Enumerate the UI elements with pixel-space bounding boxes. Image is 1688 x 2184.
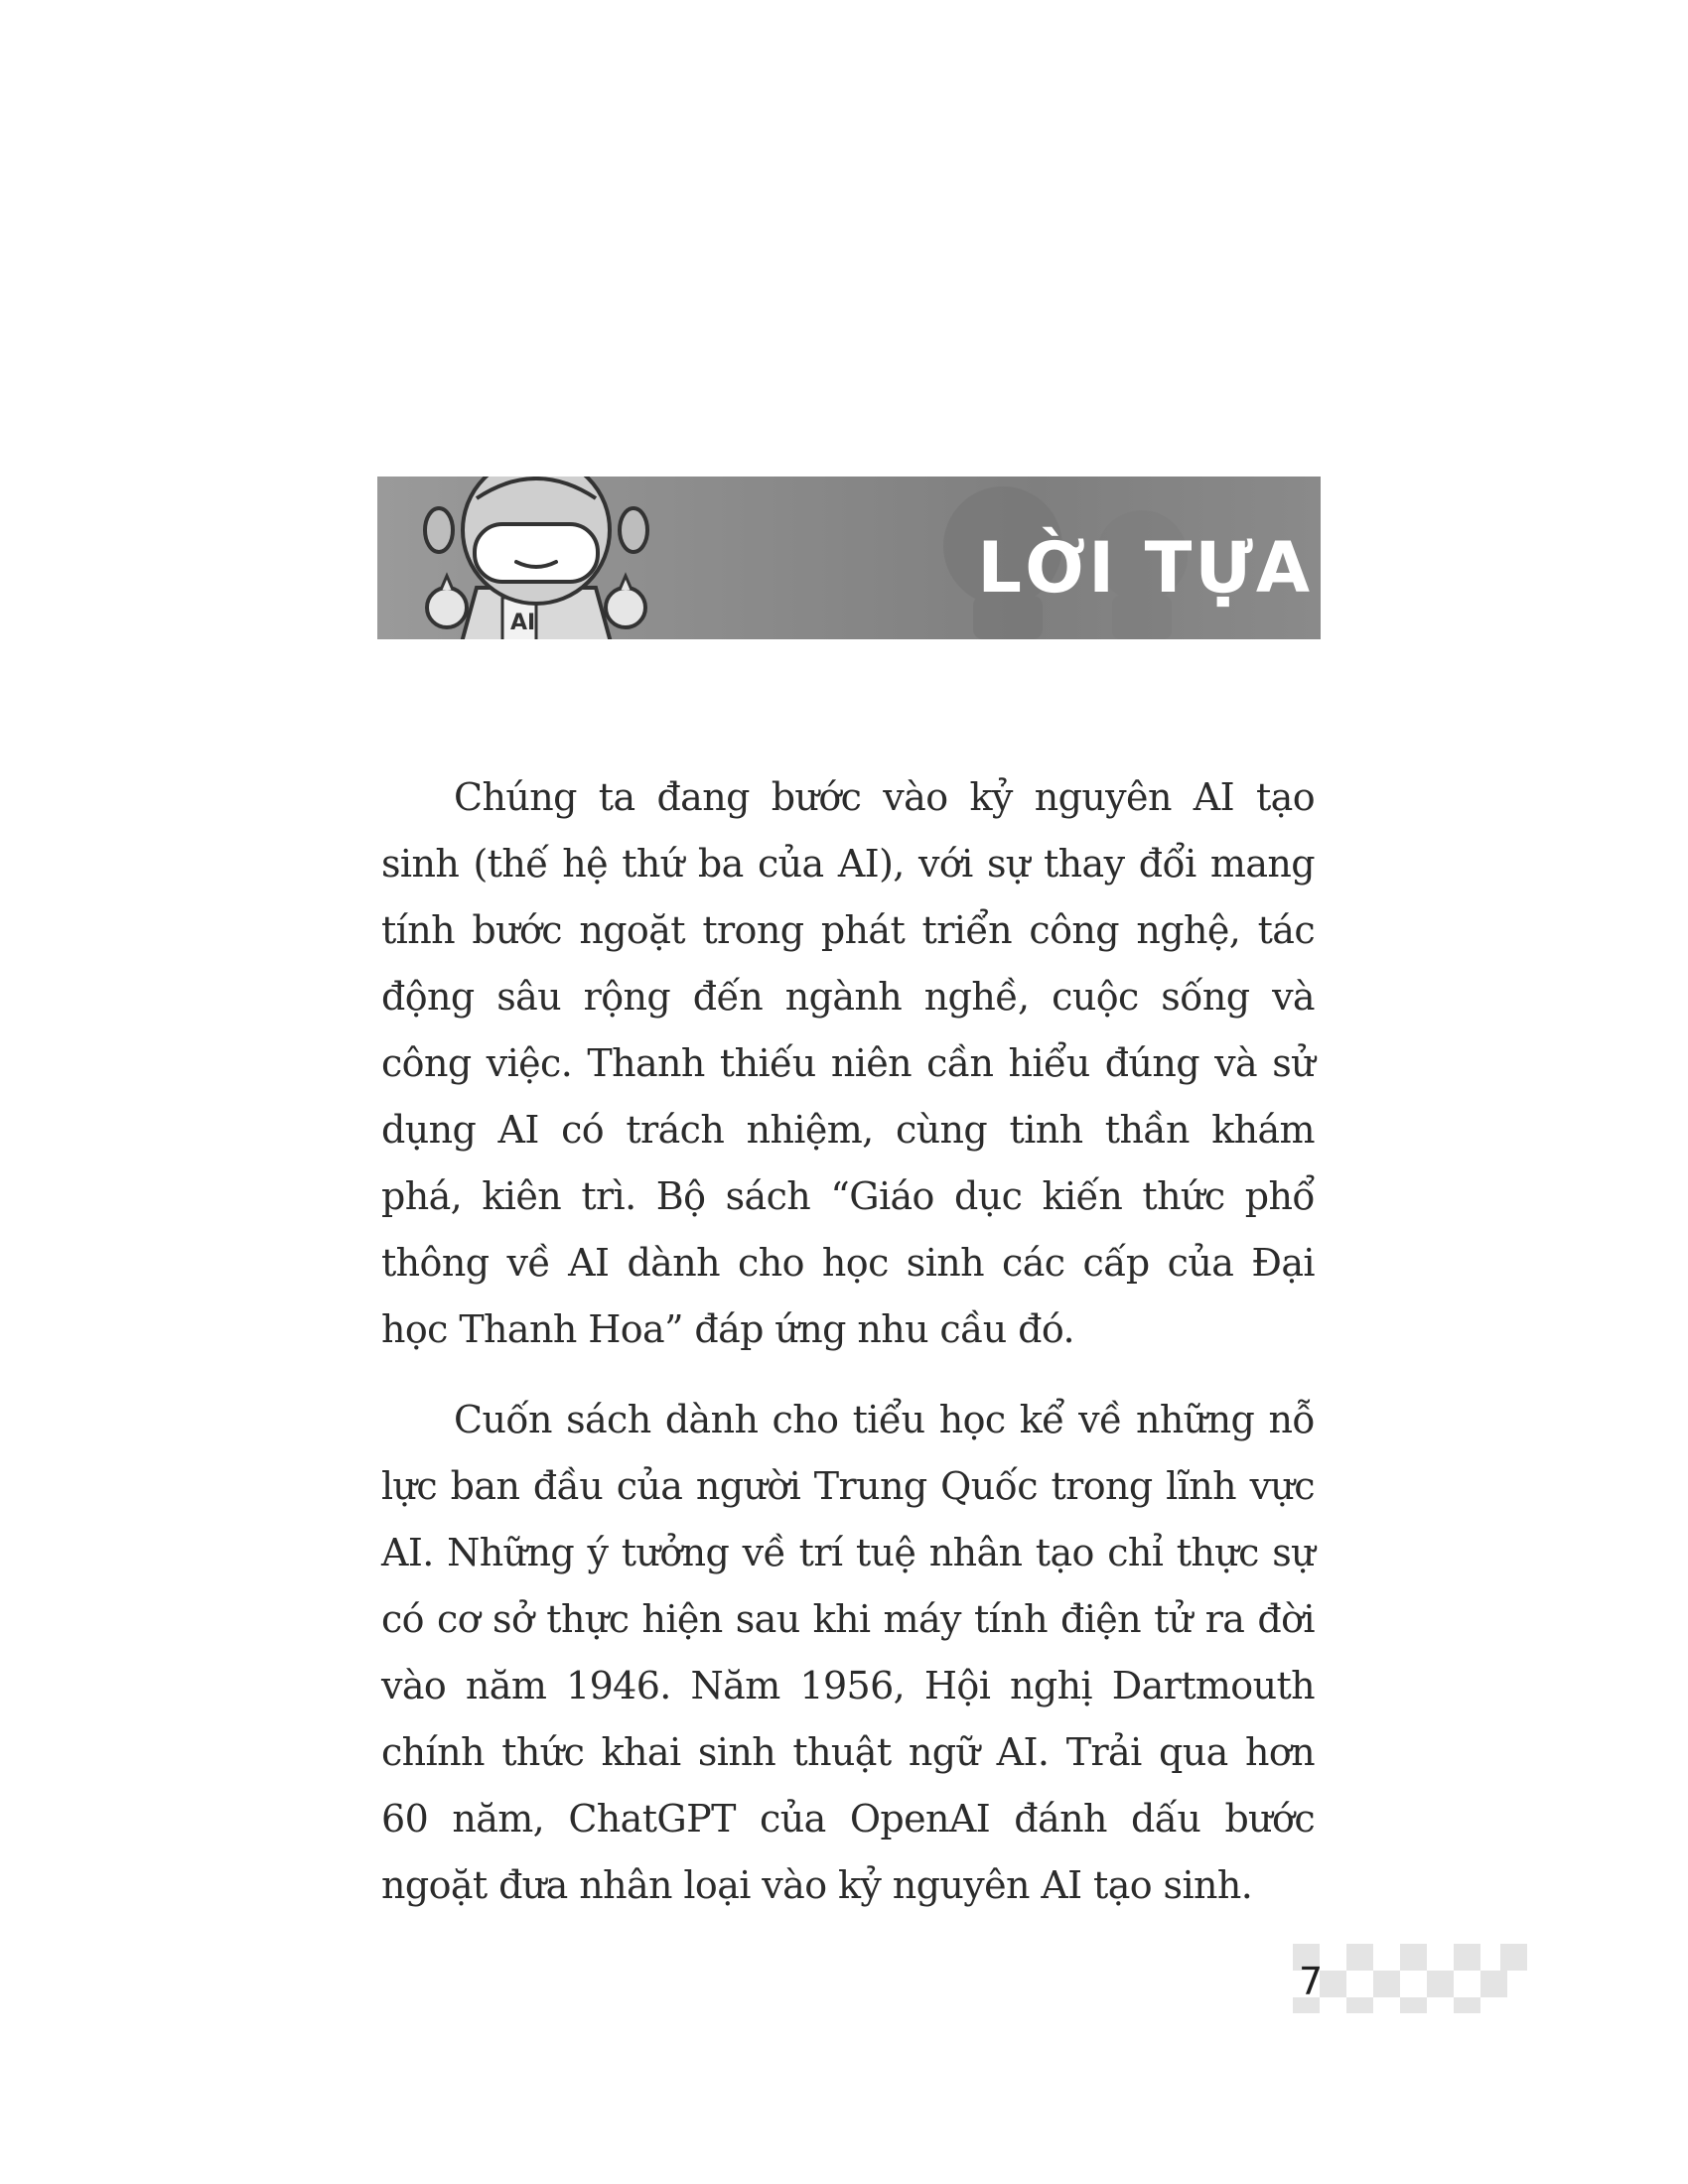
robot-mascot-icon — [407, 477, 665, 639]
paragraph-2: Cuốn sách dành cho tiểu học kể về những nỗ lực ban đầu của người Trung Quốc trong lĩnh vực AI. Những ý tưởng về trí tuệ nhân tạo chỉ thực sự có cơ sở thực hiện sau khi máy tính điện tử ra đời vào năm 1946. Năm 1956, Hội nghị Dartmouth chính thức khai sinh thuật ngữ AI. Trải qua hơn 60 năm, ChatGPT của OpenAI đánh dấu bước ngoặt đưa nhân loại vào kỷ nguyên AI tạo sinh. — [381, 1398, 1315, 1907]
section-banner — [377, 477, 1321, 639]
checkerboard-decoration — [1293, 1944, 1527, 2013]
page-number: 7 — [1299, 1960, 1324, 2003]
paragraph-1: Chúng ta đang bước vào kỷ nguyên AI tạo sinh (thế hệ thứ ba của AI), với sự thay đổi mang tính bước ngoặt trong phát triển công nghệ, tác động sâu rộng đến ngành nghề, cuộc sống và công việc. Thanh thiếu niên cần hiểu đúng và sử dụng AI có trách nhiệm, cùng tinh thần khám phá, kiên trì. Bộ sách “Giáo dục kiến thức phổ thông về AI dành cho học sinh các cấp của Đại học Thanh Hoa” đáp ứng nhu cầu đó. — [381, 775, 1315, 1351]
page-title: LỜI TỰA — [977, 527, 1313, 609]
preface-body — [381, 764, 1315, 1943]
svg-text:AI: AI — [510, 611, 536, 635]
